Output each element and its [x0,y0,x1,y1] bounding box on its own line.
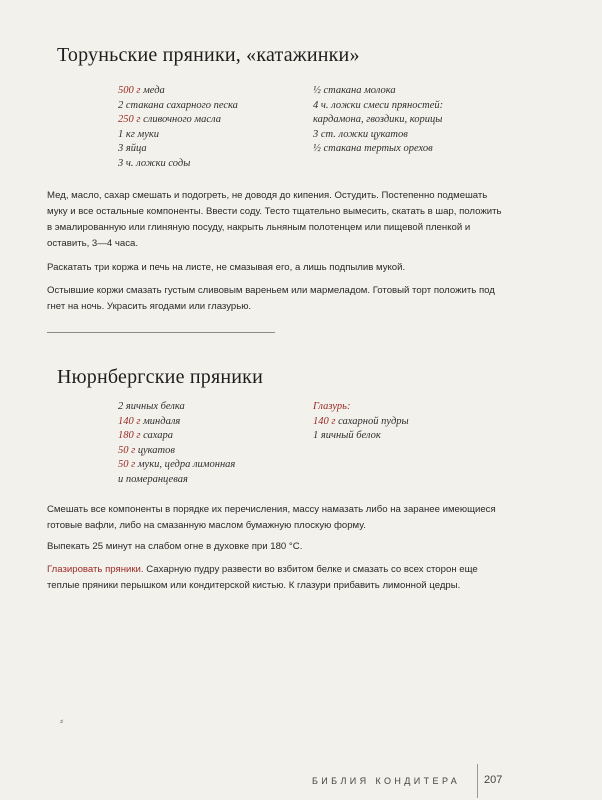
ingredient-text: 2 стакана сахарного песка [118,99,238,111]
ingredient-quantity: 140 г [313,415,336,427]
recipe1-ingredients-right [313,84,443,157]
recipe2-paragraph-3 [47,562,507,594]
recipe2-paragraph-1: Смешать все компоненты в порядке их перечисления, массу намазать либо на заранее имеющиеся готовые вафли, либо на смазанную маслом бумажную плоскую форму. [47,504,496,531]
recipe2-paragraph-2: Выпекать 25 минут на слабом огне в духовке при 180 °С. [47,541,303,552]
recipe1-paragraph-2: Раскатать три коржа и печь на листе, не смазывая его, а лишь подпылив мукой. [47,262,406,273]
ingredient-line [313,113,443,128]
section-divider [47,332,275,333]
ingredient-quantity: 50 г [118,444,136,456]
ingredient-text: меда [140,85,165,96]
ingredient-quantity: 500 г [118,85,141,96]
ingredient-line [118,99,238,114]
ingredient-line [118,444,235,459]
glaze-label: Глазурь: [313,401,351,412]
ingredient-quantity: 140 г [118,415,141,427]
ingredient-text: ½ стакана тертых орехов [313,143,433,154]
ingredient-line [313,415,409,430]
ingredient-line [118,429,235,444]
ingredient-quantity: 180 г [118,430,141,441]
page-number: 207 [484,774,503,786]
recipe2-ingredients-left [118,400,235,487]
ingredient-text: сахара [140,430,174,441]
ingredient-text: кардамона, гвоздики, корицы [313,114,443,125]
recipe1-paragraph-1: Мед, масло, сахар смешать и подогреть, не доводя до кипения. Остудить. Постепенно подмешать муку и все остальные компоненты. Ввести соду. Тесто тщательно вымесить, скатать в шар, положить в эмалированную или глиняную посуду, накрыть льняным полотенцем или пищевой пленкой и оставить, 3—4 часа. [47,190,502,249]
ingredient-line [118,157,238,172]
ingredient-line [118,415,235,430]
ingredient-line [118,128,238,143]
footer-divider [477,764,478,798]
ingredient-text: 1 яичный белок [313,430,381,441]
ingredient-line [118,142,238,157]
recipe1-ingredients-left [118,84,238,171]
ingredient-text: 1 кг муки [118,128,160,140]
ingredient-text: миндаля [140,415,181,427]
ingredient-line [118,84,238,99]
ingredient-text: 3 яйца [118,143,147,154]
recipe1-paragraph-3: Остывшие коржи смазать густым сливовым вареньем или мармеладом. Готовый торт положить под гнет на ночь. Украсить ягодами или глазурью. [47,285,495,312]
ingredient-text: цукатов [135,444,175,456]
glaze-instruction-text: Сахарную пудру развести во взбитом белке и смазать со всех сторон еще теплые пряники перышком или кондитерской кистью. К глазури прибавить лимонной цедры. [47,564,478,591]
ingredient-text: сахарной пудры [335,415,409,427]
ingredient-line [118,473,235,488]
ingredient-text: 3 ст. ложки цукатов [313,128,408,140]
ingredient-text: ½ стакана молока [313,85,396,96]
ingredient-text: и померанцевая [118,473,188,485]
glaze-instruction-heading: Глазировать пряники. [47,564,144,575]
recipe1-title: Торуньские пряники, «катажинки» [57,44,360,66]
ingredient-text: 2 яичных белка [118,401,185,412]
ingredient-line [313,84,443,99]
ingredient-text: 3 ч. ложки соды [118,157,191,169]
recipe2-ingredients-right [313,400,409,444]
page-mark: ⸗ [60,716,64,727]
ingredient-line [313,429,409,444]
ingredient-line [118,458,235,473]
ingredient-line [313,128,443,143]
ingredient-line [313,99,443,114]
ingredient-text: муки, цедра лимонная [135,459,236,470]
ingredient-text: 4 ч. ложки смеси пряностей: [313,99,444,111]
running-footer-title: БИБЛИЯ КОНДИТЕРА [312,776,461,786]
ingredient-quantity: 250 г [118,114,141,125]
ingredient-line [118,113,238,128]
ingredient-text: сливочного масла [140,114,222,125]
ingredient-line [313,142,443,157]
ingredient-line [118,400,235,415]
recipe2-title: Нюрнбергские пряники [57,366,263,388]
ingredient-quantity: 50 г [118,459,136,470]
